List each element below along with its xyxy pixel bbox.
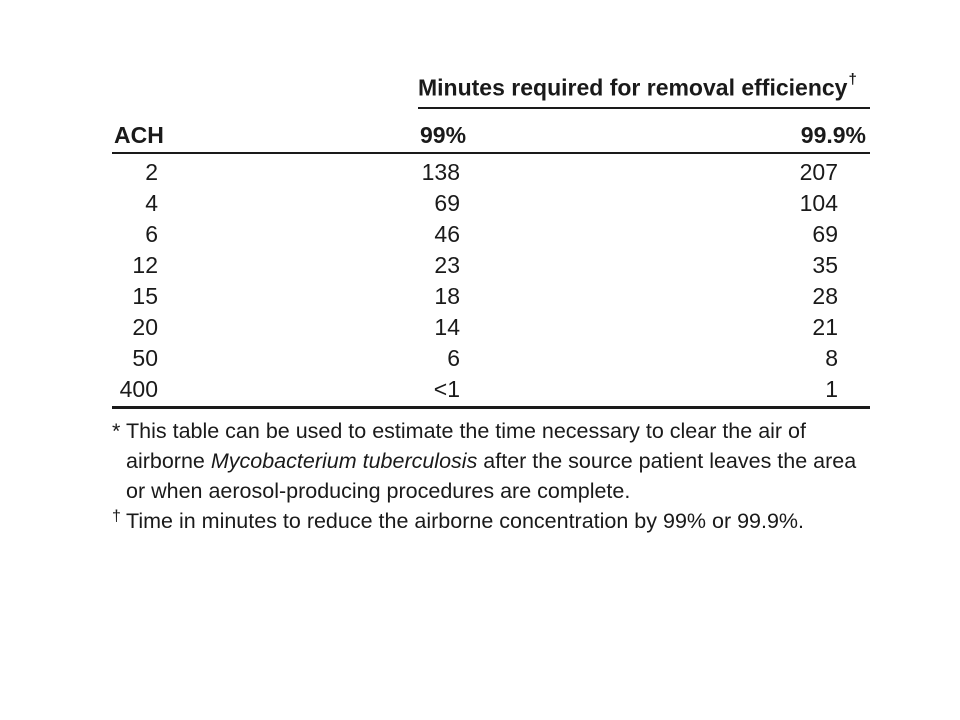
footnote-dagger <box>112 506 872 536</box>
cell-ach: 20 <box>132 314 158 340</box>
cell-99: <1 <box>433 376 460 402</box>
spanner-header-label: Minutes required for removal efficiency <box>418 74 848 101</box>
footnote-star-text-1: This table can be used to estimate the time necessary to clear the air of airborne <box>126 419 806 473</box>
cell-99-9: 1 <box>825 376 838 402</box>
cell-99: 46 <box>434 221 460 247</box>
cell-ach: 12 <box>132 252 158 278</box>
cell-99-9: 207 <box>799 159 838 185</box>
table-row <box>112 249 870 280</box>
cell-99: 138 <box>421 159 460 185</box>
footnotes <box>112 416 872 536</box>
header-rule <box>112 152 870 154</box>
cell-ach: 4 <box>145 190 158 216</box>
table-row <box>112 311 870 342</box>
table-row <box>112 342 870 373</box>
cell-99: 6 <box>447 345 460 371</box>
footnote-dagger-mark: † <box>112 508 121 525</box>
table-row <box>112 373 870 404</box>
cell-ach: 15 <box>132 283 158 309</box>
cell-99: 14 <box>434 314 460 340</box>
cell-99: 23 <box>434 252 460 278</box>
table-row <box>112 280 870 311</box>
footnote-star <box>112 416 872 506</box>
cell-ach: 6 <box>145 221 158 247</box>
table-body <box>112 156 870 404</box>
bottom-rule <box>112 406 870 409</box>
cell-99: 18 <box>434 283 460 309</box>
cell-99-9: 28 <box>812 283 838 309</box>
footnote-star-mark: * <box>112 419 121 443</box>
cell-99-9: 69 <box>812 221 838 247</box>
footnote-star-italic: Mycobacterium tuberculosis <box>210 449 478 473</box>
cell-99: 69 <box>434 190 460 216</box>
column-header-ach: ACH <box>114 122 164 148</box>
column-header-99-9: 99.9% <box>800 122 866 148</box>
cell-ach: 50 <box>132 345 158 371</box>
table-row <box>112 218 870 249</box>
spanner-header <box>418 71 857 102</box>
table-row <box>112 156 870 187</box>
cell-99-9: 35 <box>812 252 838 278</box>
table-row <box>112 187 870 218</box>
footnote-dagger-text: Time in minutes to reduce the airborne concentration by 99% or 99.9%. <box>126 509 805 533</box>
cell-99-9: 21 <box>812 314 838 340</box>
cell-99-9: 104 <box>799 190 838 216</box>
dagger-footnote-ref: † <box>848 71 857 88</box>
cell-ach: 2 <box>145 159 158 185</box>
column-header-99: 99% <box>420 122 467 148</box>
cell-ach: 400 <box>119 376 158 402</box>
spanner-rule <box>418 107 870 109</box>
footnote-star-text-2: after the source patient leaves the area or when aerosol-producing procedures are complete. <box>126 449 857 503</box>
cell-99-9: 8 <box>825 345 838 371</box>
